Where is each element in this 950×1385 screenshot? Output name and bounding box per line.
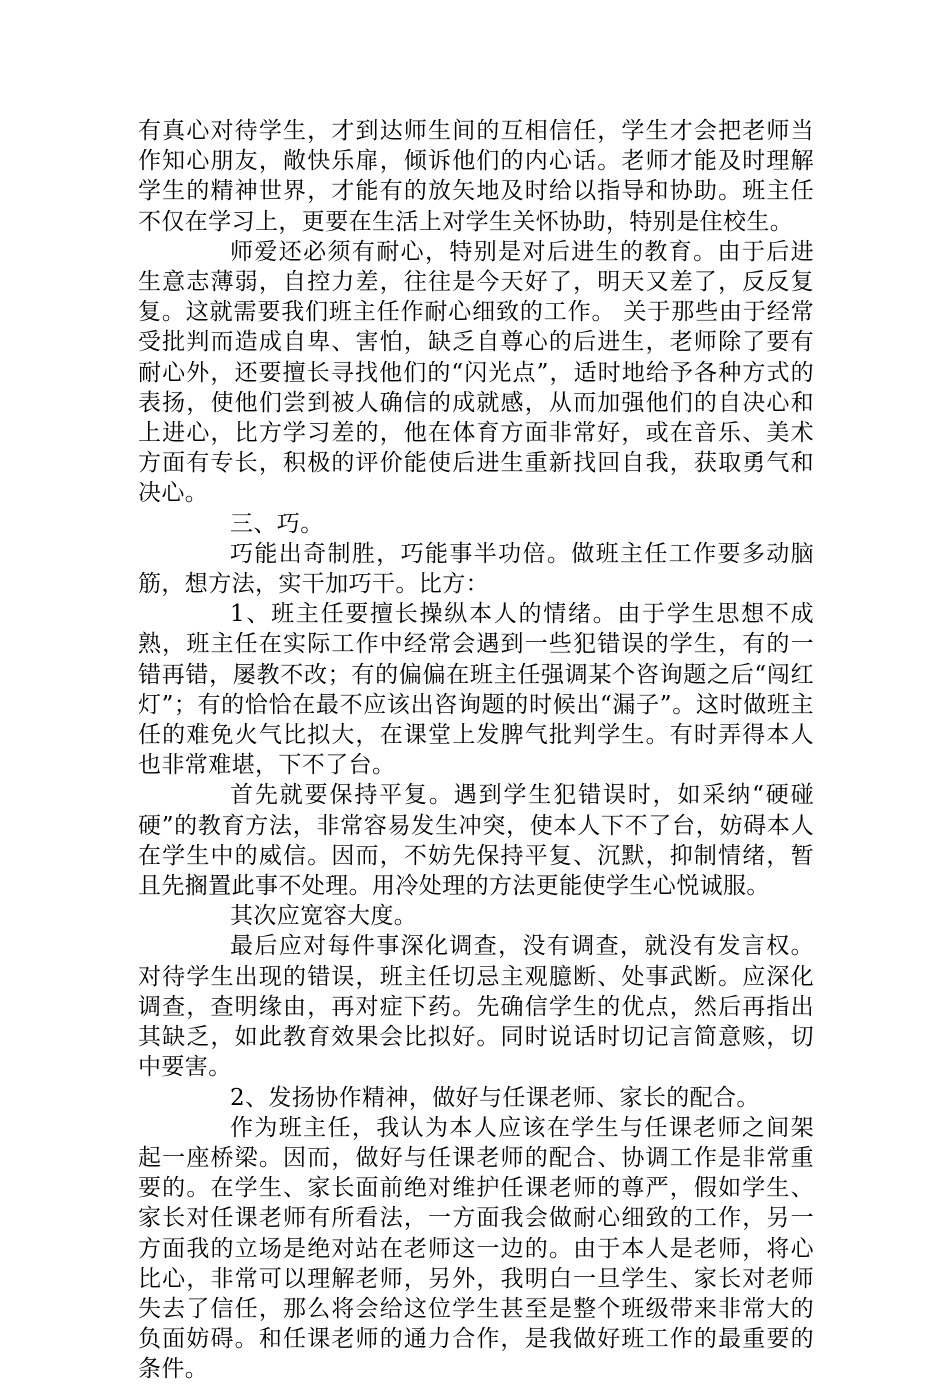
paragraph-1: 有真心对待学生，才到达师生间的互相信任，学生才会把老师当作知心朋友，敞快乐扉，倾诉他们的内心话。老师才能及时理解学生的精神世界，才能有的放矢地及时给以指导和协助。班主任不仅在学习上，更要在生活上对学生关怀协助，特别是住校生。 xyxy=(138,118,814,235)
subheading-cooperation: 2、发扬协作精神，做好与任课老师、家长的配合。 xyxy=(230,1084,760,1111)
paragraph-7: 其次应宽容大度。 xyxy=(230,903,418,930)
paragraph-4: 巧能出奇制胜，巧能事半功倍。做班主任工作要多动脑筋，想方法，实干加巧干。比方： xyxy=(138,540,814,598)
section-heading-qiao: 三、巧。 xyxy=(230,510,324,537)
paragraph-2: 师爱还必须有耐心，特别是对后进生的教育。由于后进生意志薄弱，自控力差，往往是今天好了，明天又差了，反反复复。这就需要我们班主任作耐心细致的工作。 关于那些由于经常受批判而造成自卑、害怕，缺乏自尊心的后进生，老师除了要有耐心外，还要擅长寻找他们的“闪光点”，适时地给予各种方式的表扬，使他们尝到被人确信的成就感，从而加强他们的自决心和上进心，比方学习差的，他在体育方面非常好，或在音乐、美术方面有专长，积极的评价能使后进生重新找回自我，获取勇气和决心。 xyxy=(138,238,814,507)
paragraph-10: 作为班主任，我认为本人应该在学生与任课老师之间架起一座桥梁。因而，做好与任课老师的配合、协调工作是非常重要的。在学生、家长面前绝对维护任课老师的尊严，假如学生、家长对任课老师有所看法，一方面我会做耐心细致的工作，另一方面我的立场是绝对站在老师这一边的。由于本人是老师，将心比心，非常可以理解老师，另外，我明白一旦学生、家长对老师失去了信任，那么将会给这位学生甚至是整个班级带来非常大的负面妨碍。和任课老师的通力合作，是我做好班工作的最重要的条件。 xyxy=(138,1114,814,1383)
paragraph-6: 首先就要保持平复。遇到学生犯错误时，如采纳“硬碰硬”的教育方法，非常容易发生冲突，使本人下不了台，妨碍本人在学生中的威信。因而，不妨先保持平复、沉默，抑制情绪，暂且先搁置此事不处理。用冷处理的方法更能使学生心悦诚服。 xyxy=(138,782,814,900)
paragraph-8: 最后应对每件事深化调查，没有调查，就没有发言权。对待学生出现的错误，班主任切忌主观臆断、处事武断。应深化调查，查明缘由，再对症下药。先确信学生的优点，然后再指出其缺乏，如此教育效果会比拟好。同时说话时切记言简意赅，切中要害。 xyxy=(138,933,814,1081)
paragraph-5: 1、班主任要擅长操纵本人的情绪。由于学生思想不成熟，班主任在实际工作中经常会遇到一些犯错误的学生，有的一错再错，屡教不改；有的偏偏在班主任强调某个咨询题之后“闯红灯”；有的恰恰在最不应该出咨询题的时候出“漏子”。这时做班主任的难免火气比拟大，在课堂上发脾气批判学生。有时弄得本人也非常难堪，下不了台。 xyxy=(138,601,814,779)
document-body xyxy=(138,116,814,1385)
